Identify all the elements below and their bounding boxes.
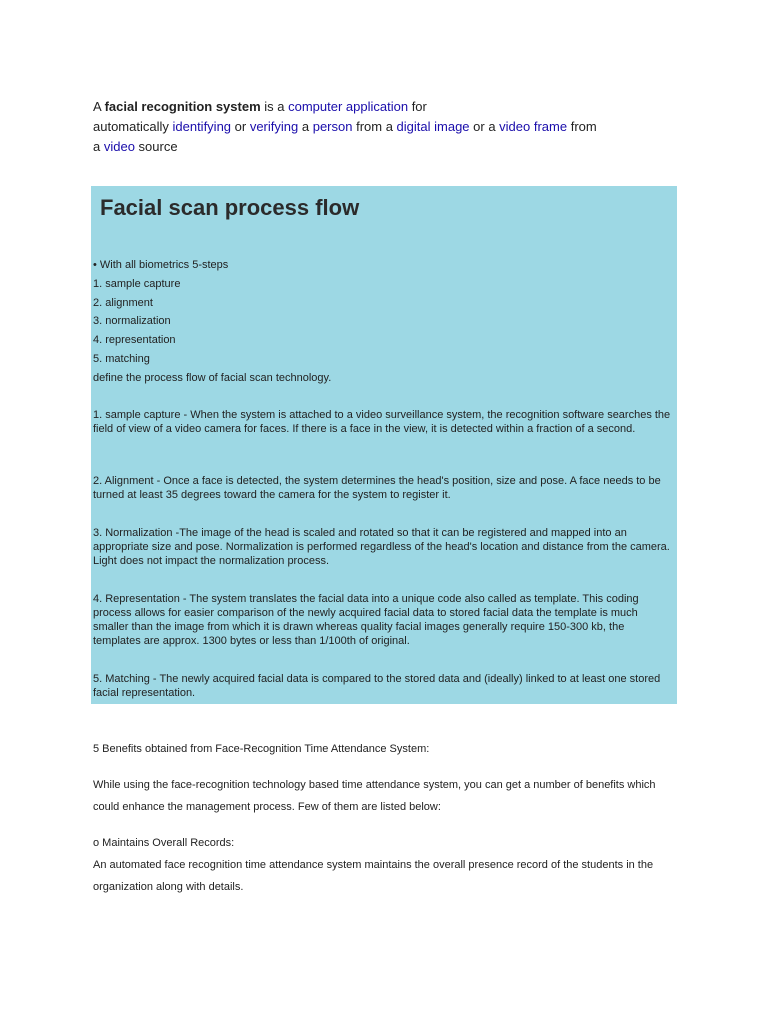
step-item: 3. normalization — [93, 315, 171, 328]
steps-definition: define the process flow of facial scan technology. — [93, 371, 332, 384]
intro-text: automatically — [93, 119, 173, 134]
link-computer-application[interactable]: computer application — [288, 99, 409, 114]
steps-list — [93, 256, 671, 388]
benefit-item-text: An automated face recognition time attendance system maintains the overall presence record of the students in the organization along with details. — [93, 859, 654, 893]
intro-text: source — [134, 139, 178, 154]
intro-text: a — [298, 119, 313, 134]
benefits-heading: 5 Benefits obtained from Face-Recognition Time Attendance System: — [93, 743, 430, 755]
process-flow-box — [91, 186, 677, 704]
intro-text: or a — [469, 119, 500, 134]
step-item: 4. representation — [93, 334, 176, 347]
intro-text: from a — [352, 119, 397, 134]
paragraph-matching: 5. Matching - The newly acquired facial data is compared to the stored data and (ideally) linked to at least one stored facial representation. — [93, 673, 661, 699]
intro-text: or — [231, 119, 250, 134]
intro-paragraph — [93, 97, 653, 157]
paragraph-sample-capture: 1. sample capture - When the system is attached to a video surveillance system, the recognition software searches the field of view of a video camera for faces. If there is a face in the view, it is detected within a fraction of a second. — [93, 409, 671, 435]
paragraph-alignment: 2. Alignment - Once a face is detected, the system determines the head's position, size and pose. A face needs to be turned at least 35 degrees toward the camera for the system to register it. — [93, 475, 661, 501]
paragraph-normalization: 3. Normalization -The image of the head is scaled and rotated so that it can be registered and mapped into an appropriate size and pose. Normalization is performed regardless of the head's location and distance from the camera. Light does not impact the normalization process. — [93, 527, 670, 567]
link-digital-image[interactable]: digital image — [396, 119, 470, 134]
box-title: Facial scan process flow — [100, 195, 360, 220]
link-video[interactable]: video — [103, 139, 135, 154]
link-person[interactable]: person — [312, 119, 353, 134]
intro-text: is a — [260, 99, 289, 114]
step-item: 1. sample capture — [93, 277, 181, 290]
benefit-item-title: o Maintains Overall Records: — [93, 837, 235, 849]
link-verifying[interactable]: verifying — [249, 119, 299, 134]
intro-text: from — [567, 119, 597, 134]
link-video-frame[interactable]: video frame — [499, 119, 568, 134]
link-identifying[interactable]: identifying — [172, 119, 232, 134]
intro-text: A — [93, 99, 105, 114]
intro-text: a — [93, 139, 104, 154]
step-item: 5. matching — [93, 352, 150, 365]
steps-bullet: • With all biometrics 5-steps — [93, 259, 229, 271]
intro-text: for — [408, 99, 427, 114]
benefits-intro: While using the face-recognition technology based time attendance system, you can get a number of benefits which could enhance the management process. Few of them are listed below: — [93, 779, 656, 813]
paragraph-representation: 4. Representation - The system translates the facial data into a unique code also called as template. This coding process allows for easier comparison of the newly acquired facial data to stored facial data the template is much smaller than the image from which it is drawn whereas quality facial images generally require 150-300 kb, the templates are approx. 1300 bytes or less than 1/100th of original. — [93, 593, 639, 647]
term-facial-recognition-system: facial recognition system — [104, 99, 261, 114]
step-item: 2. alignment — [93, 296, 153, 309]
